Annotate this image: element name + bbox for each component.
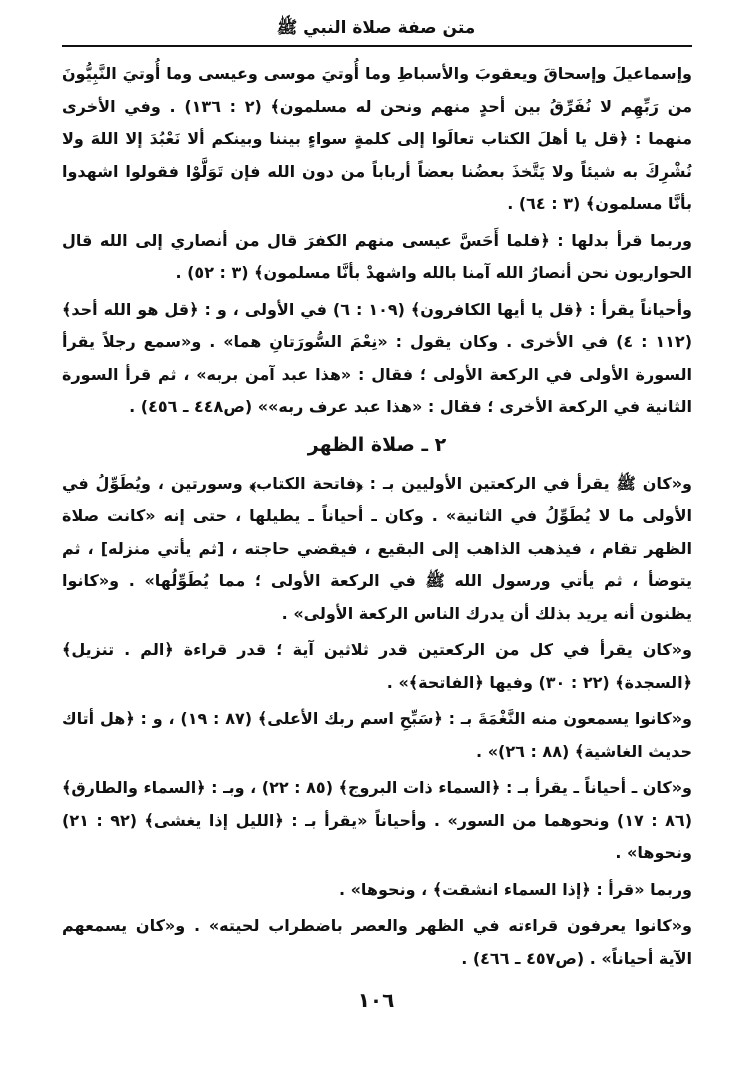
page-number: ١٠٦ [357,988,395,1012]
paragraph-2: وربما قرأ بدلها : ﴿فلما أَحَسَّ عيسى منهم الكفرَ قال من أنصاري إلى الله قال الحواريون نحن أنصارُ الله آمنا بالله واشهدْ بأنَّا مسلمون﴾ (٣ : ٥٢) . [62,230,692,282]
section-paragraph-1: و«كان ﷺ يقرأ في الركعتين الأوليين بـ : ﴿فاتحة الكتاب﴾ وسورتين ، ويُطَوِّلُ في الأولى ما لا يُطَوِّلُ في الثانية» . وكان ـ أحياناً ـ يطيلها ، حتى إنه «كانت صلاة الظهر تقام ، فيذهب الذاهب إلى البقيع ، فيقضي حاجته ، [ثم يأتي منزله] ، ثم يتوضأ ، ثم يأتي ورسول الله ﷺ في الركعة الأولى ؛ مما يُطَوِّلُها» . و«كانوا يظنون أنه يريد بذلك أن يدرك الناس الركعة الأولى» . [62,473,692,623]
header-rule [62,45,692,47]
section-paragraph-6: و«كانوا يعرفون قراءته في الظهر والعصر باضطراب لحيته» . و«كان يسمعهم الآية أحياناً» . (ص٤٥٧ ـ ٤٦٦) . [62,916,692,968]
section-paragraph-3: و«كانوا يسمعون منه النَّغْمَةَ بـ : ﴿سَبِّحِ اسم ربك الأعلى﴾ (٨٧ : ١٩) ، و : ﴿هل أتاك حديث الغاشية﴾ (٨٨ : ٢٦)» . [62,709,693,761]
section-paragraph-4: و«كان ـ أحياناً ـ يقرأ بـ : ﴿السماء ذات البروج﴾ (٨٥ : ٢٢) ، وبـ : ﴿السماء والطارق﴾ (٨٦ : ١٧) ونحوهما من السور» . وأحياناً «يقرأ بـ : ﴿الليل إذا يغشى﴾ (٩٢ : ٢١) ونحوها» . [62,778,692,862]
section-paragraph-5: وربما «قرأ : ﴿إذا السماء انشقت﴾ ، ونحوها» . [338,879,692,899]
section-paragraph-2: و«كان يقرأ في كل من الركعتين قدر ثلاثين آية ؛ قدر قراءة ﴿الم . تنزيل﴾ ﴿السجدة﴾ (٢٢ : ٣٠) وفيها ﴿الفاتحة﴾» . [62,640,692,692]
paragraph-3: وأحياناً يقرأ : ﴿قل يا أيها الكافرون﴾ (١٠٩ : ٦) في الأولى ، و : ﴿قل هو الله أحد﴾ (١١٢ : ٤) في الأخرى . وكان يقول : «نِعْمَ السُّورَتانِ هما» . و«سمع رجلاً يقرأ السورة الأولى في الركعة الأولى ؛ فقال : «هذا عبد آمن بربه» ، ثم قرأ السورة الثانية في الركعة الأخرى ؛ فقال : «هذا عبد عرف ربه»» (ص٤٤٨ ـ ٤٥٦) . [62,299,693,416]
section-heading: ٢ ـ صلاة الظهر [307,433,447,456]
page-body [62,58,692,979]
running-header: متن صفة صلاة النبي ﷺ [276,18,476,38]
paragraph-1: وإسماعيلَ وإسحاقَ ويعقوبَ والأسباطِ وما أُوتيَ موسى وعيسى وما أُوتيَ النَّبِيُّونَ من رَبِّهِم لا نُفَرِّقُ بين أحدٍ منهم ونحن له مسلمون﴾ (٢ : ١٣٦) . وفي الأخرى منهما : ﴿قل يا أهلَ الكتاب تعالَوا إلى كلمةٍ سواءٍ بيننا وبينكم ألا نَعْبُدَ إلا اللهَ ولا نُشْرِكَ به شيئاً ولا يَتَّخذَ بعضُنا بعضاً أرباباً من دون الله فإن تَوَلَّوْا فقولوا اشهدوا بأنَّا مسلمون﴾ (٣ : ٦٤) . [62,64,693,213]
